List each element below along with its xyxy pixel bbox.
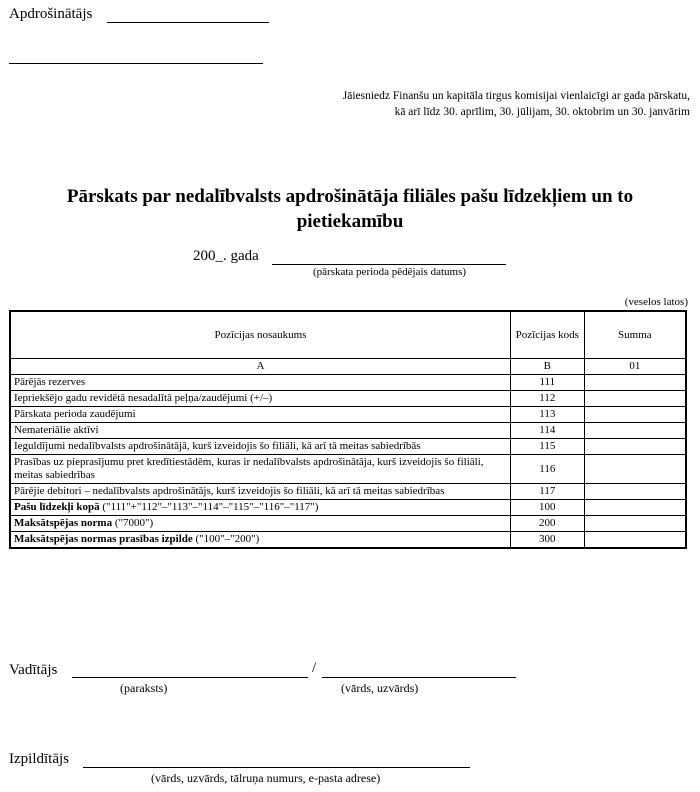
- col-code-header: Pozīcijas kods: [510, 311, 584, 359]
- insurer-field-line[interactable]: [107, 22, 269, 23]
- row-name-formula: ("100"–"200"): [192, 533, 260, 545]
- row-sum-input[interactable]: [584, 484, 686, 500]
- report-title-line1: Pārskats par nedalībvalsts apdrošinātāja filiāles pašu līdzekļiem un to: [66, 186, 634, 207]
- row-sum-input[interactable]: [584, 391, 686, 407]
- submission-note-line2: kā arī līdz 30. aprīlim, 30. jūlijam, 30. oktobrim un 30. janvārim: [394, 106, 690, 118]
- table-row-total: [10, 516, 686, 532]
- date-caption: (pārskata perioda pēdējais datums): [313, 266, 467, 278]
- row-sum-input[interactable]: [584, 516, 686, 532]
- submission-note-line1: Jāiesniedz Finanšu un kapitāla tirgus komisijai vienlaicīgi ar gada pārskatu,: [342, 90, 690, 102]
- row-code: 112: [510, 391, 584, 407]
- insurer-label: Apdrošinātājs: [9, 6, 93, 22]
- manager-label: Vadītājs: [9, 662, 58, 678]
- row-code: 116: [510, 455, 584, 484]
- table-row-total: [10, 532, 686, 549]
- row-name-formula: ("7000"): [112, 517, 154, 529]
- row-code: 100: [510, 500, 584, 516]
- row-name: Iepriekšējo gadu revidētā nesadalītā peļņa/zaudējumi (+/–): [10, 391, 510, 407]
- row-name: Ieguldījumi nedalībvalsts apdrošinātājā, kurš izveidojis šo filiāli, kā arī tā meitas sabiedrībās: [10, 439, 510, 455]
- row-name-formula: ("111"+"112"–"113"–"114"–"115"–"116"–"117"): [99, 501, 319, 513]
- row-sum-input[interactable]: [584, 439, 686, 455]
- row-code: 113: [510, 407, 584, 423]
- letter-b: B: [510, 359, 584, 375]
- row-name-bold: Maksātspējas norma: [14, 517, 113, 529]
- row-sum-input[interactable]: [584, 407, 686, 423]
- date-prefix: 200_. gada: [193, 248, 259, 264]
- submission-note: [170, 88, 690, 120]
- table-row: [10, 423, 686, 439]
- report-title-line2: pietiekamību: [296, 211, 404, 232]
- manager-name-line[interactable]: [322, 677, 516, 678]
- executor-label: Izpildītājs: [9, 751, 69, 767]
- row-code: 200: [510, 516, 584, 532]
- row-name: [10, 500, 510, 516]
- report-table: [9, 310, 687, 549]
- table-row-total: [10, 500, 686, 516]
- units-note: (veselos latos): [624, 296, 688, 308]
- row-name: Pārējie debitori – nedalībvalsts apdrošinātājs, kurš izveidojis šo filiāli, kā arī tā meitas sabiedrības: [10, 484, 510, 500]
- report-title: [20, 184, 680, 234]
- table-letters-row: [10, 359, 686, 375]
- row-sum-input[interactable]: [584, 455, 686, 484]
- row-code: 114: [510, 423, 584, 439]
- executor-caption: (vārds, uzvārds, tālruņa numurs, e-pasta adrese): [151, 771, 381, 785]
- table-header-row: [10, 311, 686, 359]
- name-caption: (vārds, uzvārds): [341, 681, 419, 695]
- row-name: Prasības uz pieprasījumu pret kredītiestādēm, kuras ir nedalībvalsts apdrošinātāja, kurš izveidojis šo filiāli, meitas sabiedrības: [10, 455, 510, 484]
- row-sum-input[interactable]: [584, 375, 686, 391]
- row-code: 300: [510, 532, 584, 549]
- signature-caption: (paraksts): [120, 681, 168, 695]
- row-name: Pārējās rezerves: [10, 375, 510, 391]
- insurer-field-line-2[interactable]: [9, 63, 263, 64]
- row-name-bold: Pašu līdzekļi kopā: [14, 501, 100, 513]
- table-row: [10, 407, 686, 423]
- date-field-line[interactable]: [272, 264, 506, 265]
- col-sum-header: Summa: [584, 311, 686, 359]
- table-row: [10, 439, 686, 455]
- executor-field-line[interactable]: [83, 767, 470, 768]
- table-row: [10, 484, 686, 500]
- row-code: 117: [510, 484, 584, 500]
- row-code: 115: [510, 439, 584, 455]
- row-name: Nemateriālie aktīvi: [10, 423, 510, 439]
- letter-a: A: [10, 359, 510, 375]
- row-name: [10, 532, 510, 549]
- row-sum-input[interactable]: [584, 532, 686, 549]
- row-name: Pārskata perioda zaudējumi: [10, 407, 510, 423]
- slash-separator: /: [312, 660, 317, 676]
- row-name: [10, 516, 510, 532]
- manager-signature-line[interactable]: [72, 677, 308, 678]
- row-code: 111: [510, 375, 584, 391]
- table-row: [10, 455, 686, 484]
- letter-01: 01: [584, 359, 686, 375]
- row-name-bold: Maksātspējas normas prasības izpilde: [14, 533, 193, 545]
- row-sum-input[interactable]: [584, 423, 686, 439]
- table-row: [10, 375, 686, 391]
- row-sum-input[interactable]: [584, 500, 686, 516]
- table-row: [10, 391, 686, 407]
- col-name-header: Pozīcijas nosaukums: [10, 311, 510, 359]
